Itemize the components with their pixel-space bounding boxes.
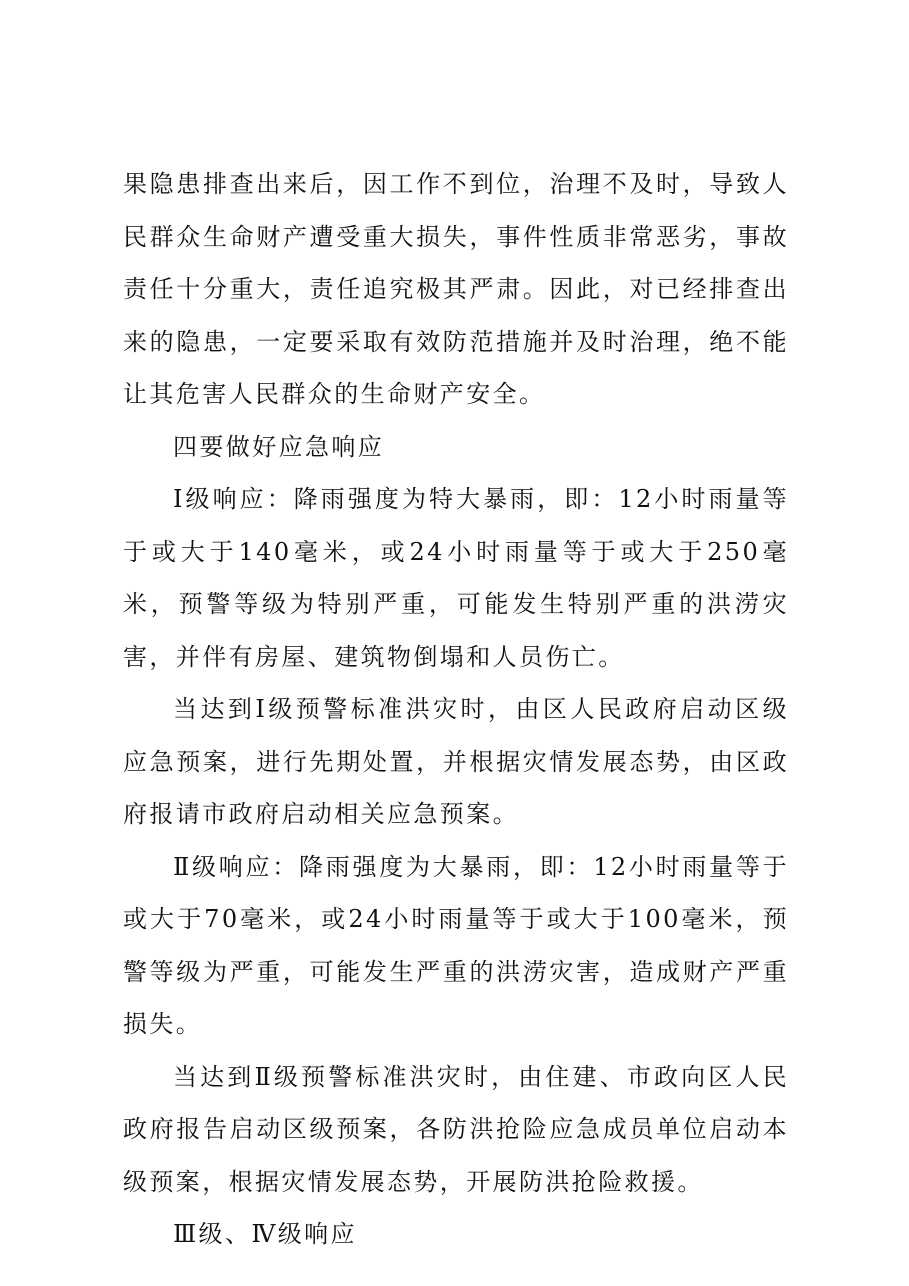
document-body bbox=[123, 158, 789, 1261]
paragraph-level-1-procedure: 当达到Ⅰ级预警标准洪灾时，由区人民政府启动区级应急预案，进行先期处置，并根据灾情发展态势，由区政府报请市政府启动相关应急预案。 bbox=[123, 695, 789, 828]
paragraph-level-2-procedure: 当达到Ⅱ级预警标准洪灾时，由住建、市政向区人民政府报告启动区级预案，各防洪抢险应急成员单位启动本级预案，根据灾情发展态势，开展防洪抢险救援。 bbox=[123, 1062, 789, 1196]
paragraph-level-1-response: Ⅰ级响应：降雨强度为特大暴雨，即：12小时雨量等于或大于140毫米，或24小时雨量等于或大于250毫米，预警等级为特别严重，可能发生特别严重的洪涝灾害，并伴有房屋、建筑物倒塌和人员伤亡。 bbox=[123, 485, 789, 671]
section-heading-emergency-response: 四要做好应急响应 bbox=[173, 432, 385, 461]
paragraph-level-2-response: Ⅱ级响应：降雨强度为大暴雨，即：12小时雨量等于或大于70毫米，或24小时雨量等于或大于100毫米，预警等级为严重，可能发生严重的洪涝灾害，造成财产严重损失。 bbox=[123, 852, 789, 1038]
paragraph-hazard-rectification: 果隐患排查出来后，因工作不到位，治理不及时，导致人民群众生命财产遭受重大损失，事件性质非常恶劣，事故责任十分重大，责任追究极其严肃。因此，对已经排查出来的隐患，一定要采取有效防范措施并及时治理，绝不能让其危害人民群众的生命财产安全。 bbox=[123, 170, 789, 408]
section-heading-level-3-4-response: Ⅲ级、Ⅳ级响应 bbox=[173, 1220, 357, 1248]
